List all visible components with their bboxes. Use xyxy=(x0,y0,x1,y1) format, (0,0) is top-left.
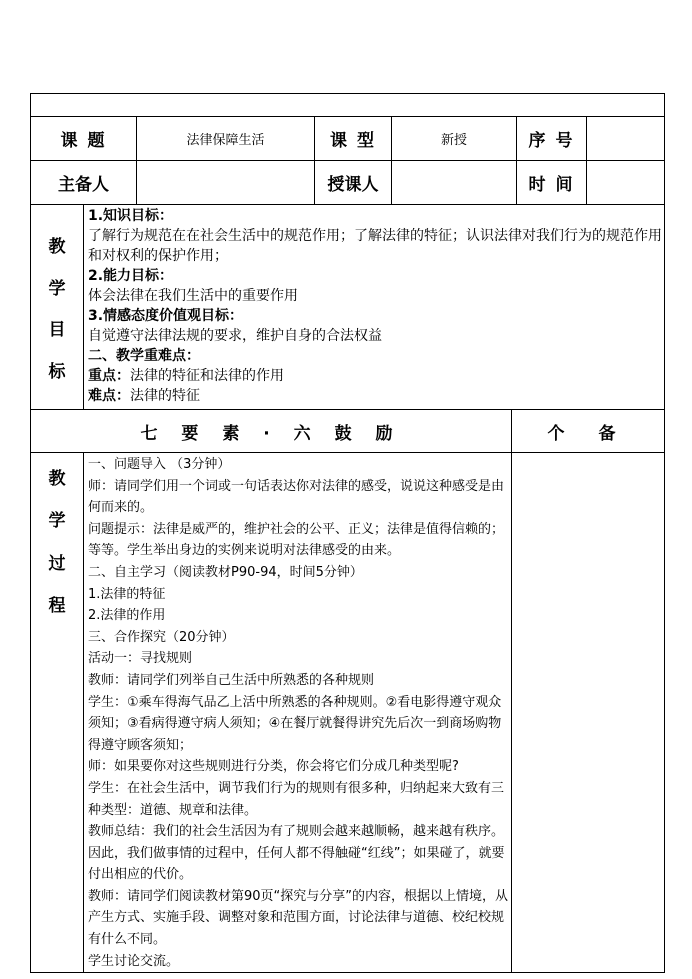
process-line: 学生：①乘车得海气品乙上活中所熟悉的各种规则。②看电影得遵守观众须知；③看病得遵守病人须知；④在餐厅就餐得讲究先后次一到商场购物得遵守顾客须知； xyxy=(88,694,502,753)
label-time: 时 间 xyxy=(528,175,575,195)
label-topic: 课 题 xyxy=(60,131,107,151)
rule xyxy=(30,204,665,205)
value-topic: 法律保障生活 xyxy=(186,133,265,148)
key-point-line xyxy=(88,366,663,386)
process-side-char: 学 xyxy=(48,511,66,532)
process-side-label xyxy=(31,464,83,616)
goal-text: 自觉遵守法律法规的要求，维护自身的合法权益 xyxy=(88,328,382,344)
process-line: 教师：请同学们列举自己生活中所熟悉的各种规则 xyxy=(88,672,375,688)
process-line: 活动一：寻找规则 xyxy=(88,651,193,667)
goal-heading: 3.情感态度价值观目标： xyxy=(88,308,244,324)
process-line: 学生讨论交流。 xyxy=(88,953,180,969)
process-side-char: 教 xyxy=(48,469,66,489)
goals-side-char: 教 xyxy=(48,237,66,257)
process-line: 教师总结：我们的社会生活因为有了规则会越来越顺畅，越来越有秩序。因此，我们做事情的过程中，任何人都不得触碰“红线”；如果碰了，就要付出相应的代价。 xyxy=(88,824,505,883)
seven-elements-header: 七 要 素 · 六 鼓 励 xyxy=(140,423,402,444)
rule xyxy=(83,452,84,973)
goals-side-label xyxy=(31,232,83,382)
process-line: 一、问题导入 （3分钟） xyxy=(88,457,231,472)
value-lead-preparer[interactable] xyxy=(137,161,314,204)
goal-text: 了解行为规范在在社会生活中的规范作用；了解法律的特征；认识法律对我们行为的规范作用和对权利的保护作用； xyxy=(88,228,662,264)
goal-text: 体会法律在我们生活中的重要作用 xyxy=(88,288,298,304)
goal-heading: 2.能力目标： xyxy=(88,268,174,284)
process-side-char: 程 xyxy=(48,595,66,616)
personal-prep-column[interactable] xyxy=(512,453,664,972)
table-border-top xyxy=(30,93,665,94)
value-lesson-type: 新授 xyxy=(440,133,467,148)
process-side-char: 过 xyxy=(48,553,66,574)
value-time[interactable] xyxy=(587,161,664,204)
label-teacher: 授课人 xyxy=(327,175,379,195)
process-line: 师：如果要你对这些规则进行分类，你会将它们分成几种类型呢? xyxy=(88,759,459,775)
label-lead-preparer: 主备人 xyxy=(58,175,109,195)
process-line: 问题提示：法律是威严的，维护社会的公平、正义；法律是值得信赖的；等等。学生举出身边的实例来说明对法律感受的由来。 xyxy=(88,521,505,559)
goals-side-char: 目 xyxy=(48,320,66,341)
difficult-point-label: 难点： xyxy=(88,388,130,404)
process-line: 学生：在社会生活中，调节我们行为的规则有很多种，归纳起来大致有三种类型：道德、规章和法律。 xyxy=(88,780,505,818)
value-serial-number[interactable] xyxy=(587,117,664,160)
goal-heading: 1.知识目标： xyxy=(88,208,174,224)
key-point-text: 法律的特征和法律的作用 xyxy=(130,368,284,384)
teaching-goals xyxy=(88,206,663,406)
value-teacher[interactable] xyxy=(392,161,516,204)
process-line: 2.法律的作用 xyxy=(88,608,166,624)
label-lesson-type: 课 型 xyxy=(330,131,376,151)
process-line: 1.法律的特征 xyxy=(88,586,166,602)
process-line: 二、自主学习（阅读教材P90-94，时间5分钟） xyxy=(88,564,363,580)
key-point-label: 重点： xyxy=(88,368,130,384)
rule xyxy=(83,204,84,409)
teaching-process xyxy=(88,454,510,972)
difficult-point-text: 法律的特征 xyxy=(130,388,200,404)
goals-side-char: 学 xyxy=(48,278,66,299)
process-line: 教师：请同学们阅读教材第90页“探究与分享”的内容，根据以上情境，从产生方式、实施手段、调整对象和范围方面，讨论法律与道德、校纪校规有什么不同。 xyxy=(88,888,509,948)
table-border-right xyxy=(664,93,665,973)
process-line: 三、合作探究（20分钟） xyxy=(88,629,235,645)
goal-heading: 二、教学重难点： xyxy=(88,348,200,364)
goals-side-char: 标 xyxy=(48,361,66,382)
label-serial-number: 序 号 xyxy=(528,131,575,151)
process-line: 师：请同学们用一个词或一句话表达你对法律的感受，说说这种感受是由何而来的。 xyxy=(88,478,505,516)
personal-prep-header: 个 备 xyxy=(547,423,630,444)
difficult-point-line xyxy=(88,386,663,406)
